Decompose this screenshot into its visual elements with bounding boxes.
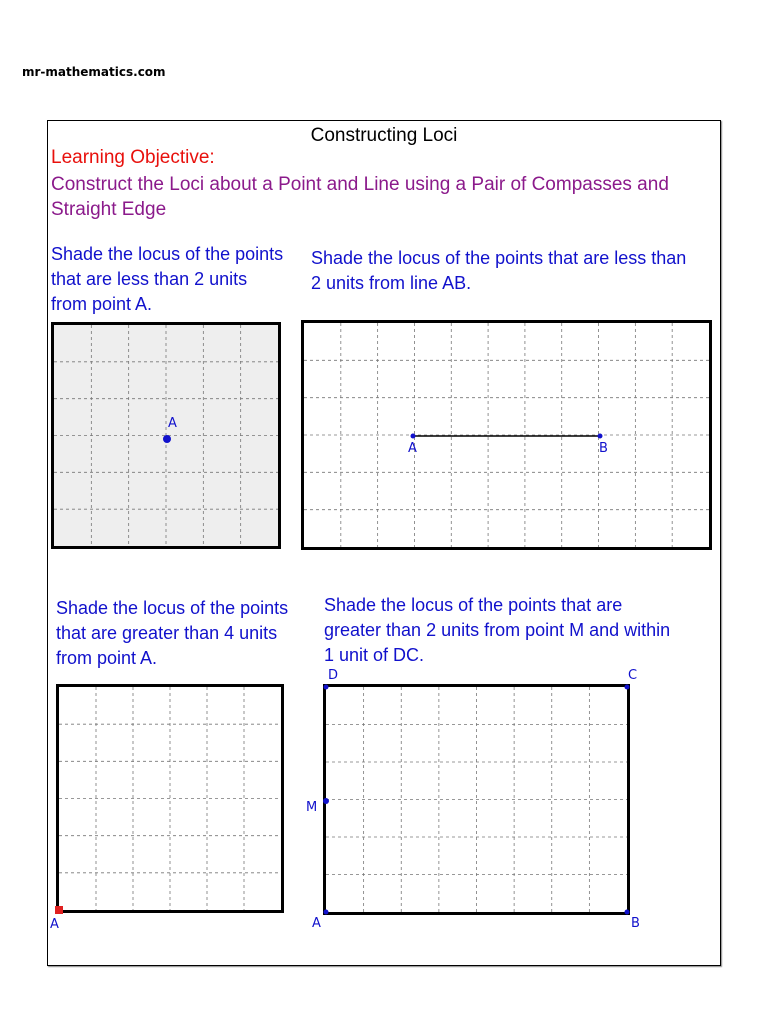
- point-a: [411, 434, 416, 439]
- question-1-grid: [51, 322, 281, 549]
- label-a: A: [312, 916, 321, 931]
- label-c: C: [628, 668, 638, 683]
- point-d: [324, 685, 329, 690]
- question-4-text: Shade the locus of the points that are greater than 2 units from point M and within 1 unit of DC.: [324, 595, 671, 665]
- point-a: [163, 435, 171, 443]
- grid-2-svg: [304, 323, 709, 547]
- grid-4-svg: [326, 687, 627, 912]
- label-m: M: [306, 800, 318, 815]
- question-1-text: Shade the locus of the points that are less than 2 units from point A.: [51, 244, 284, 314]
- label-b: B: [599, 441, 608, 456]
- question-2-text: Shade the locus of the points that are less than 2 units from line AB.: [311, 248, 687, 293]
- point-c: [625, 685, 630, 690]
- label-a: A: [50, 917, 59, 932]
- question-4-grid: [306, 668, 640, 931]
- point-a: [55, 906, 63, 914]
- label-d: D: [328, 668, 339, 683]
- site-name: mr-mathematics.com: [22, 65, 166, 79]
- grid-3-svg: [59, 687, 281, 910]
- point-b: [598, 434, 603, 439]
- question-2-grid: [301, 320, 712, 550]
- grid-1-svg: [54, 325, 278, 546]
- label-a: A: [408, 441, 417, 456]
- label-b: B: [631, 916, 640, 931]
- point-a: [324, 910, 329, 915]
- question-3-grid: [50, 684, 284, 932]
- label-a: A: [168, 416, 177, 431]
- point-m: [323, 798, 329, 804]
- point-b: [625, 910, 630, 915]
- question-3-text: Shade the locus of the points that are greater than 4 units from point A.: [56, 598, 289, 668]
- objective-text: Construct the Loci about a Point and Line using a Pair of Compasses and Straight Edge: [51, 174, 669, 220]
- objective-heading: Learning Objective:: [51, 147, 215, 168]
- page-title: Constructing Loci: [310, 125, 458, 146]
